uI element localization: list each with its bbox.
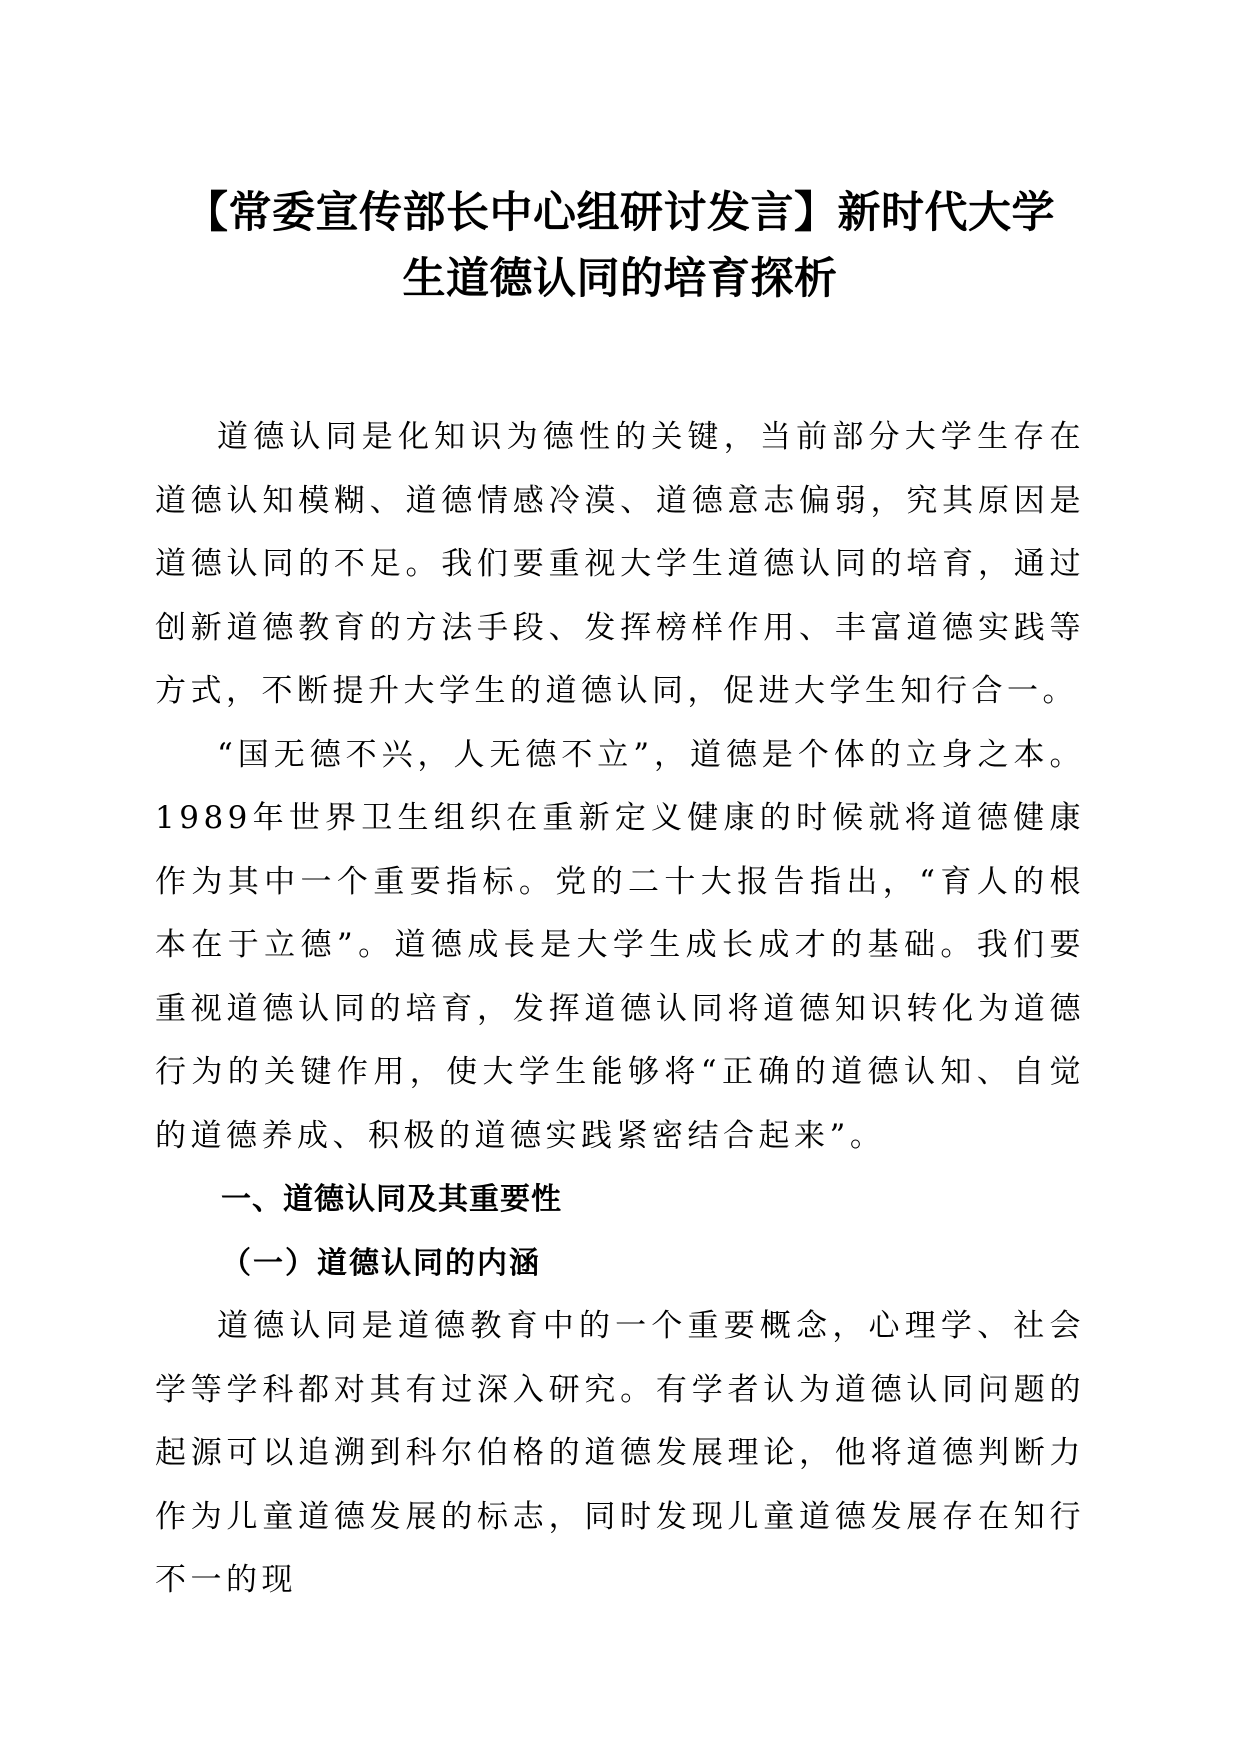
body-paragraph-2: “国无德不兴，人无德不立”，道德是个体的立身之本。1989年世界卫生组织在重新定义健康的时候就将道德健康作为其中一个重要指标。党的二十大报告指出，“育人的根本在于立德”。道德成長是大学生成长成才的基础。我们要重视道德认同的培育，发挥道德认同将道德知识转化为道德行为的关键作用，使大学生能够将“正确的道德认知、自觉的道德养成、积极的道德实践紧密结合起来”。 [155, 736, 1085, 1154]
title-line-2: 生道德认同的培育探析 [402, 254, 838, 304]
document-page [155, 180, 1085, 1613]
document-title [155, 180, 1085, 312]
intro-paragraph: 道德认同是化知识为德性的关键，当前部分大学生存在道德认知模糊、道德情感冷漠、道德意志偏弱，究其原因是道德认同的不足。我们要重视大学生道德认同的培育，通过创新道德教育的方法手段、发挥榜样作用、丰富道德实践等方式，不断提升大学生的道德认同，促进大学生知行合一。 [155, 419, 1085, 709]
body-paragraph-3: 道德认同是道德教育中的一个重要概念，心理学、社会学等学科都对其有过深入研究。有学者认为道德认同问题的起源可以追溯到科尔伯格的道德发展理论，他将道德判断力作为儿童道德发展的标志，同时发现儿童道德发展存在知行不一的现 [155, 1308, 1085, 1598]
section-heading-1: 一、道德认同及其重要性 [221, 1182, 562, 1217]
subsection-heading-1: （一）道德认同的内涵 [221, 1245, 541, 1281]
title-line-1: 【常委宣传部长中心组研讨发言】新时代大学 [185, 188, 1055, 238]
